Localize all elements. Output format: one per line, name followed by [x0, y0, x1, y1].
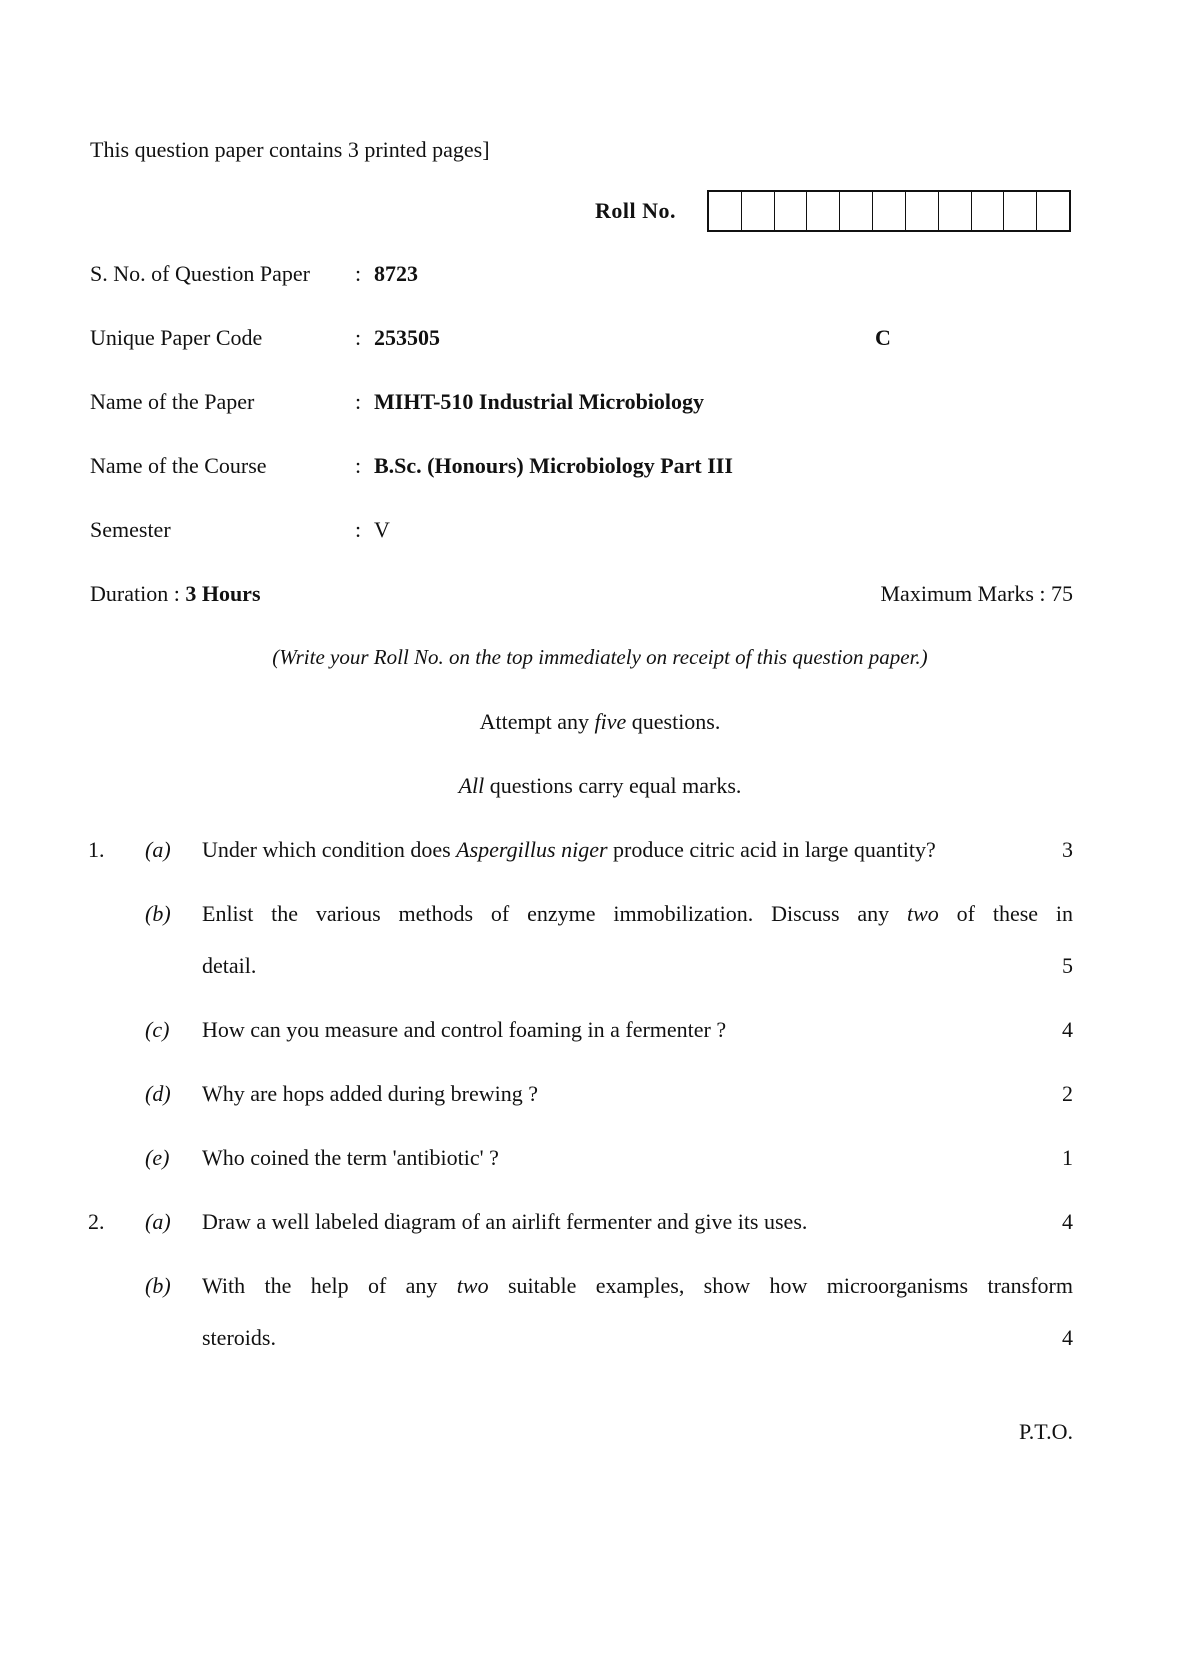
- part-label: (c): [145, 1017, 170, 1042]
- question-marks: 3: [1062, 837, 1073, 862]
- marks-emphasis: All: [458, 773, 485, 798]
- roll-no-cell[interactable]: [709, 192, 742, 230]
- part-label: (b): [145, 1273, 171, 1298]
- question-paper-number-value: 8723: [374, 261, 418, 286]
- question-text-emphasis: two: [907, 901, 939, 926]
- maximum-marks: Maximum Marks : 75: [880, 581, 1073, 606]
- roll-no-label: Roll No.: [595, 198, 676, 223]
- question-text-continuation: detail.: [202, 953, 257, 978]
- attempt-text: Attempt any: [479, 709, 595, 734]
- question-text: Why are hops added during brewing ?: [202, 1081, 539, 1106]
- question-number: 2.: [88, 1209, 105, 1234]
- question-text-segment: produce citric acid in large quantity?: [607, 837, 936, 862]
- question-marks: 5: [1062, 953, 1073, 978]
- semester-label: Semester: [90, 517, 171, 542]
- semester-value: V: [374, 517, 390, 542]
- roll-no-cell[interactable]: [1037, 192, 1069, 230]
- roll-number-instruction: (Write your Roll No. on the top immediately on receipt of this question paper.): [272, 645, 928, 669]
- question-marks: 4: [1062, 1017, 1073, 1042]
- part-label: (e): [145, 1145, 170, 1170]
- question-text: How can you measure and control foaming in a fermenter ?: [202, 1017, 727, 1042]
- question-text-segment: of these in: [938, 901, 1073, 926]
- question-text: Who coined the term 'antibiotic' ?: [202, 1145, 499, 1170]
- paper-name-label: Name of the Paper: [90, 389, 255, 414]
- question-text-continuation: steroids.: [202, 1325, 276, 1350]
- roll-no-cell[interactable]: [1004, 192, 1037, 230]
- paper-name-value: MIHT-510 Industrial Microbiology: [374, 389, 705, 414]
- duration-label: Duration :: [90, 581, 186, 606]
- attempt-emphasis: five: [594, 709, 627, 734]
- attempt-instruction: [0, 709, 1200, 735]
- roll-no-cell[interactable]: [742, 192, 775, 230]
- paper-set-code: C: [875, 325, 891, 350]
- roll-no-cell[interactable]: [873, 192, 906, 230]
- roll-no-cell[interactable]: [972, 192, 1005, 230]
- question-text-segment: Enlist the various methods of enzyme immobilization. Discuss any: [202, 901, 908, 926]
- colon: :: [355, 517, 362, 542]
- roll-no-cell[interactable]: [775, 192, 808, 230]
- paper-code-value: 253505: [374, 325, 440, 350]
- roll-no-cell[interactable]: [807, 192, 840, 230]
- organism-name: Aspergillus niger: [456, 837, 608, 862]
- question-paper-number-label: S. No. of Question Paper: [90, 261, 310, 286]
- course-name-value: B.Sc. (Honours) Microbiology Part III: [374, 453, 733, 478]
- please-turn-over: P.T.O.: [1019, 1419, 1073, 1444]
- roll-no-cell[interactable]: [906, 192, 939, 230]
- question-marks: 4: [1062, 1325, 1073, 1350]
- colon: :: [355, 453, 362, 478]
- colon: :: [355, 325, 362, 350]
- part-label: (b): [145, 901, 171, 926]
- page-count-note: This question paper contains 3 printed pages]: [90, 137, 490, 162]
- roll-no-boxes[interactable]: [707, 190, 1071, 232]
- question-text: [202, 837, 936, 863]
- question-text: [202, 901, 1073, 927]
- question-text-emphasis: two: [456, 1273, 489, 1298]
- colon: :: [355, 389, 362, 414]
- roll-no-cell[interactable]: [840, 192, 873, 230]
- question-marks: 1: [1062, 1145, 1073, 1170]
- colon: :: [355, 261, 362, 286]
- question-text-segment: suitable examples, show how microorganisms transform: [488, 1273, 1073, 1298]
- question-text: [202, 1273, 1073, 1299]
- marks-text: questions carry equal marks.: [484, 773, 742, 798]
- duration: [90, 581, 261, 607]
- paper-code-label: Unique Paper Code: [90, 325, 263, 350]
- part-label: (a): [145, 1209, 171, 1234]
- question-text-segment: Under which condition does: [202, 837, 457, 862]
- marks-instruction: [0, 773, 1200, 799]
- duration-value: 3 Hours: [185, 581, 261, 606]
- question-marks: 4: [1062, 1209, 1073, 1234]
- attempt-text: questions.: [626, 709, 721, 734]
- question-text-segment: With the help of any: [202, 1273, 457, 1298]
- question-number: 1.: [88, 837, 105, 862]
- question-marks: 2: [1062, 1081, 1073, 1106]
- question-text: Draw a well labeled diagram of an airlift fermenter and give its uses.: [202, 1209, 808, 1234]
- roll-no-cell[interactable]: [939, 192, 972, 230]
- course-name-label: Name of the Course: [90, 453, 267, 478]
- part-label: (a): [145, 837, 171, 862]
- part-label: (d): [145, 1081, 171, 1106]
